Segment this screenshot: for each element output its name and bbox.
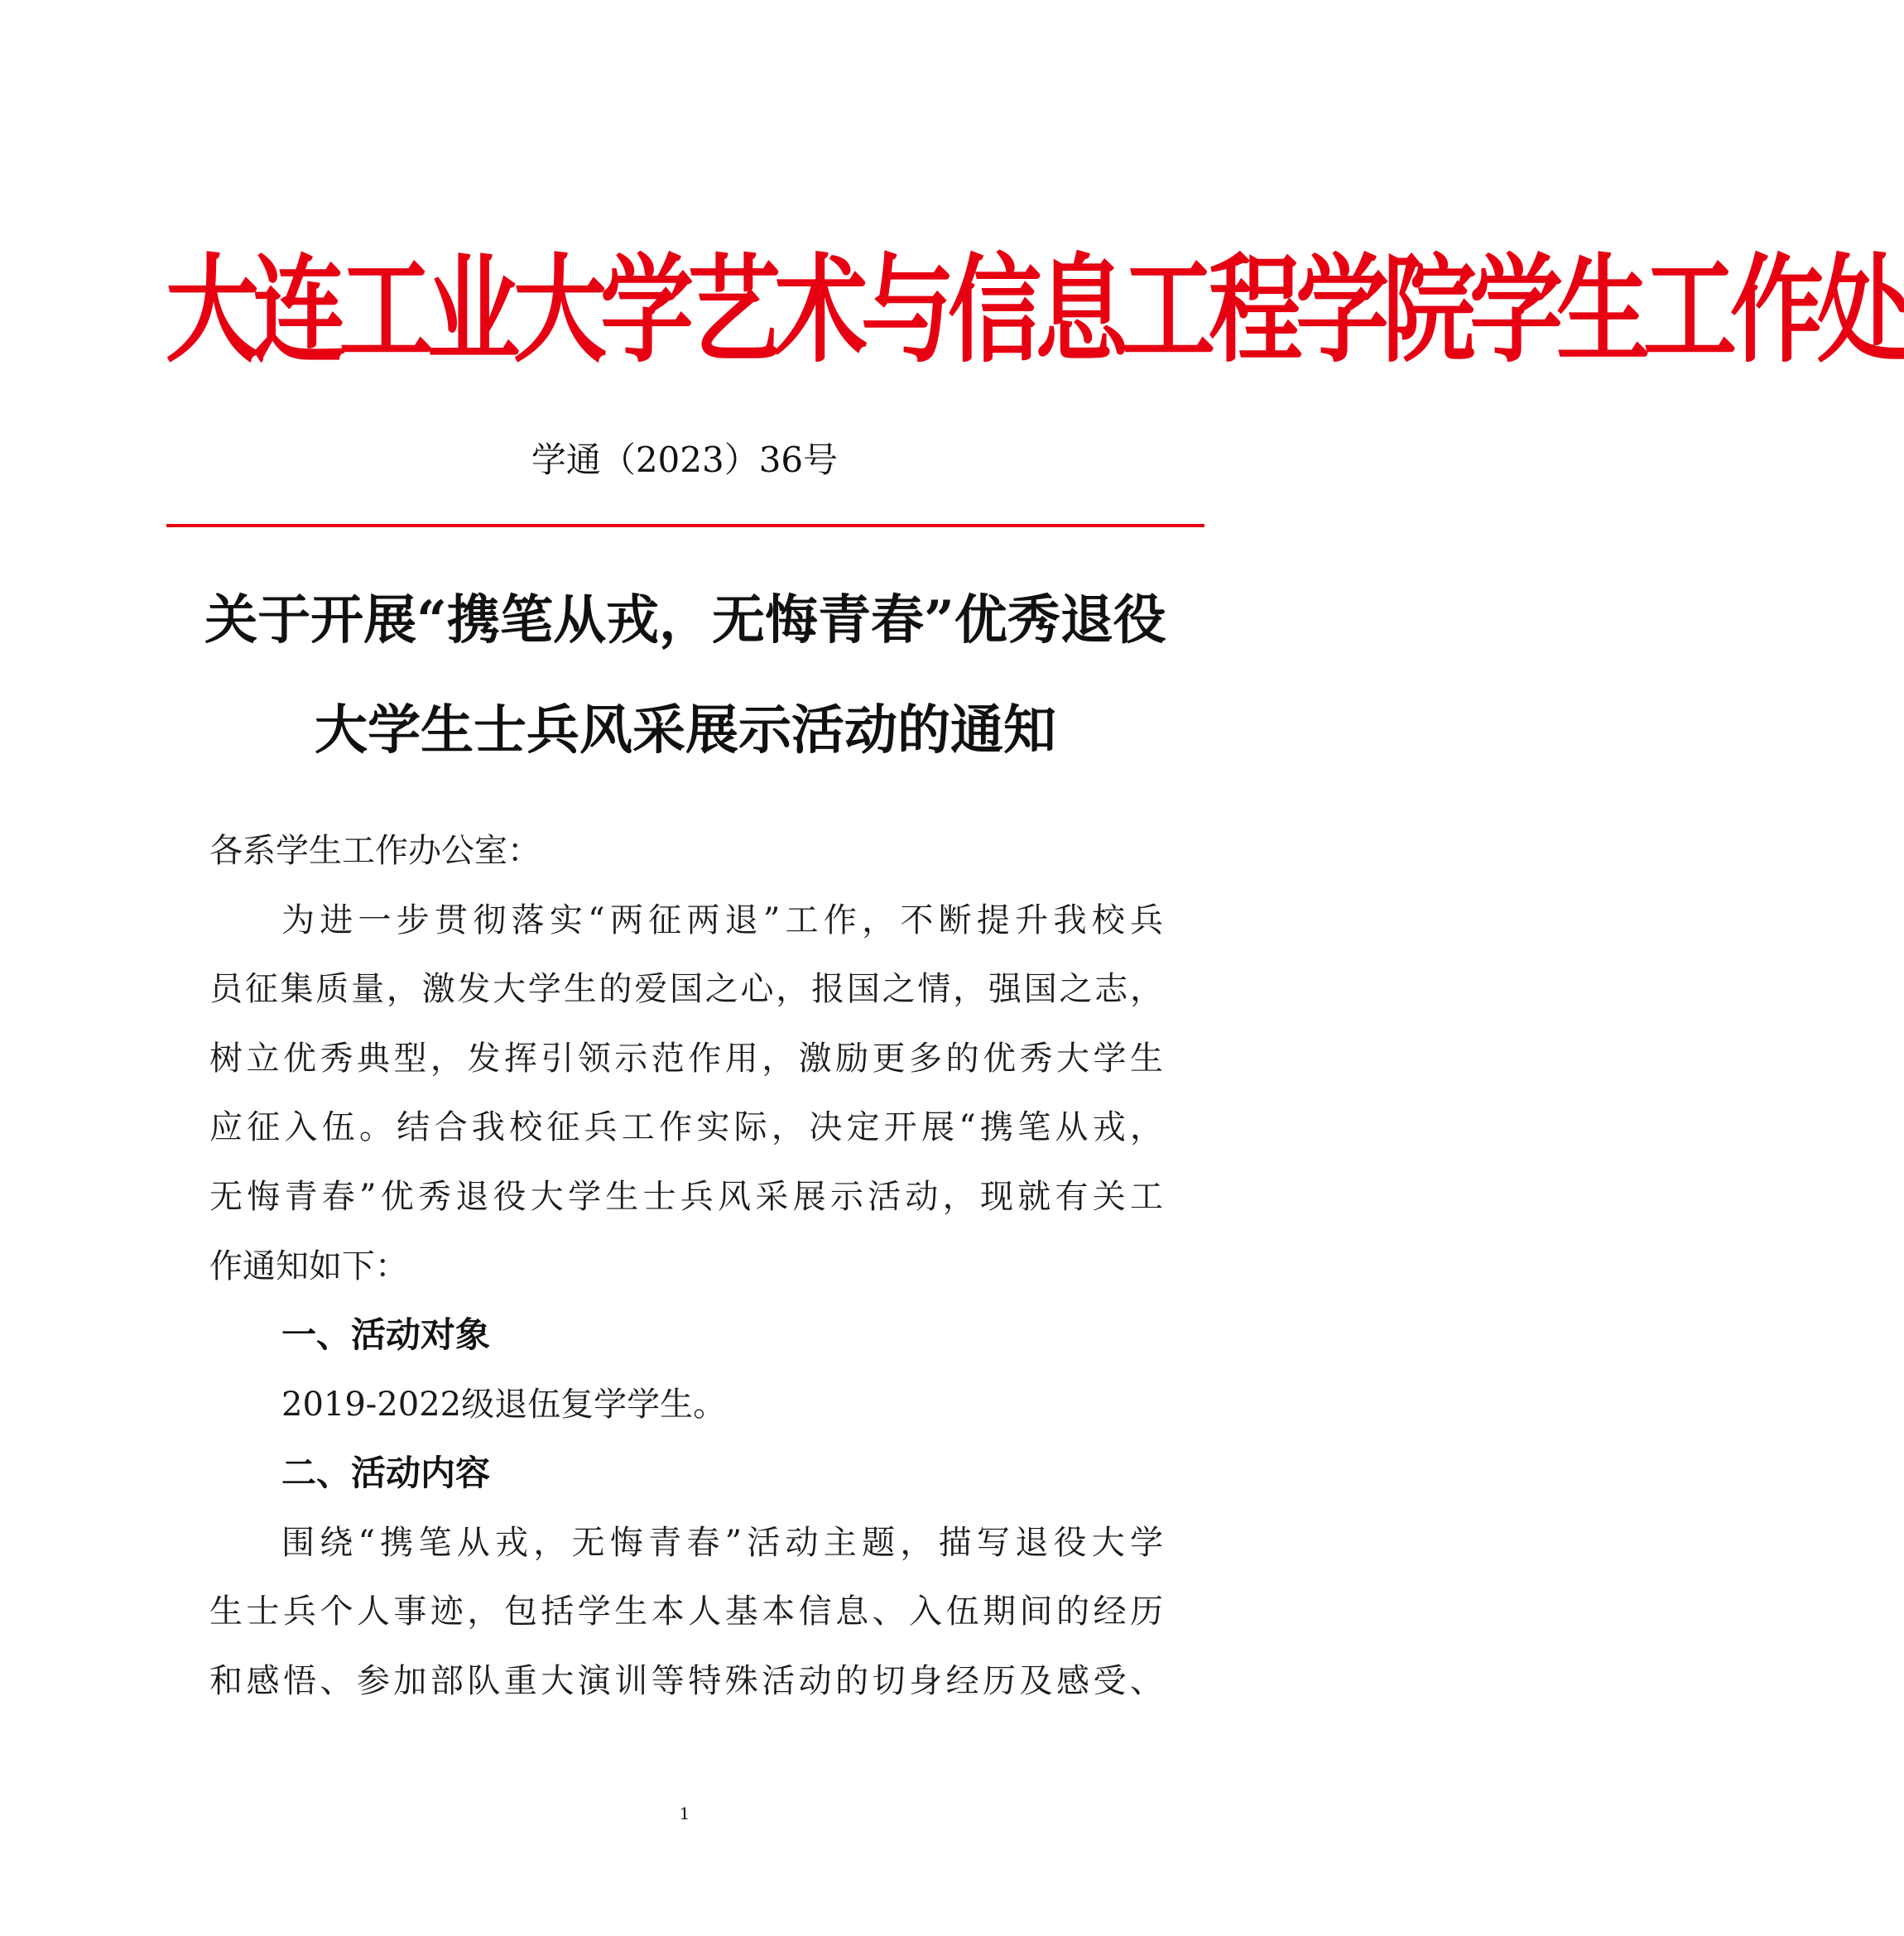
intro-paragraph-line: 树立优秀典型，发挥引领示范作用，激励更多的优秀大学生 — [209, 1040, 1163, 1078]
section-paragraph-line: 围绕“携笔从戎，无悔青春”活动主题，描写退役大学 — [281, 1524, 1163, 1562]
section-heading-activity-content: 二、活动内容 — [281, 1453, 491, 1493]
org-header-title: 大连工业大学艺术与信息工程学院学生工作处 — [166, 241, 1904, 379]
section-heading-activity-target: 一、活动对象 — [281, 1314, 491, 1355]
page-number: 1 — [679, 1804, 690, 1823]
section-paragraph-line: 和感悟、参加部队重大演训等特殊活动的切身经历及感受、 — [209, 1662, 1163, 1700]
notice-title-line-1: 关于开展“携笔从戎，无悔青春”优秀退役 — [204, 589, 1166, 651]
intro-paragraph-line: 无悔青春”优秀退役大学生士兵风采展示活动，现就有关工 — [209, 1178, 1163, 1216]
intro-paragraph-line: 为进一步贯彻落实“两征两退”工作，不断提升我校兵 — [281, 901, 1163, 939]
intro-paragraph-line: 应征入伍。结合我校征兵工作实际，决定开展“携笔从戎， — [209, 1108, 1163, 1146]
intro-paragraph-line: 员征集质量，激发大学生的爱国之心，报国之情，强国之志， — [209, 970, 1163, 1008]
notice-title-line-2: 大学生士兵风采展示活动的通知 — [315, 699, 1056, 761]
section-paragraph-line: 生士兵个人事迹，包括学生本人基本信息、入伍期间的经历 — [209, 1593, 1163, 1631]
red-divider-line — [166, 524, 1204, 527]
salutation: 各系学生工作办公室： — [209, 832, 541, 870]
section-paragraph-line: 2019-2022级退伍复学学生。 — [281, 1386, 727, 1424]
document-number: 学通（2023）36号 — [531, 440, 839, 480]
intro-paragraph-line: 作通知如下： — [209, 1247, 408, 1285]
